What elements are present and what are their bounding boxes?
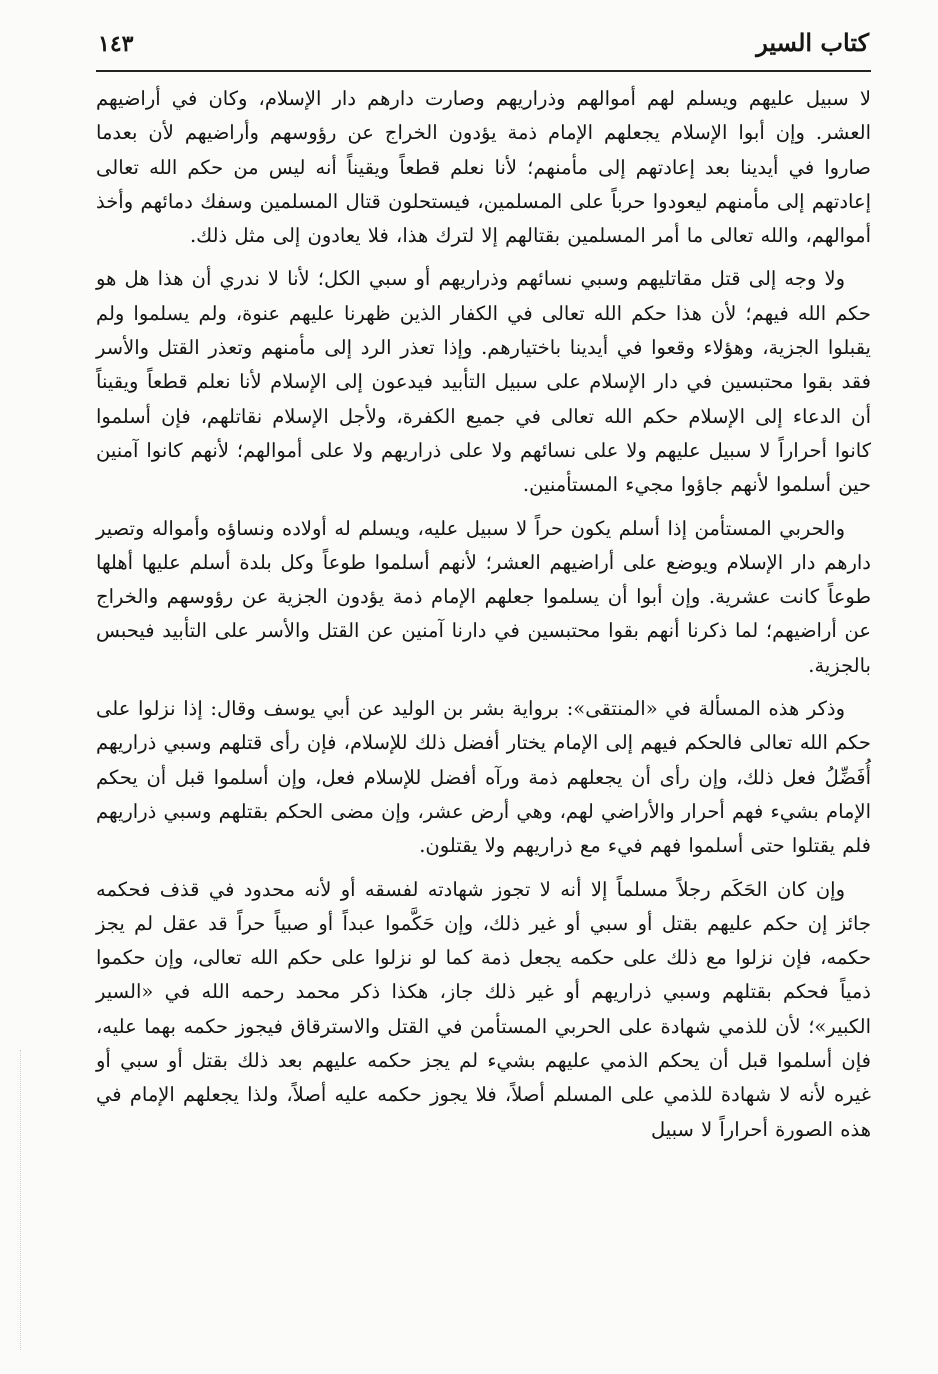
scan-edge-artifact <box>20 1050 23 1350</box>
page-header <box>96 28 871 68</box>
paragraph-5: وإن كان الحَكَم رجلاً مسلماً إلا أنه لا تجوز شهادته لفسقه أو لأنه محدود في قذف فحكمه جائز إن حكم عليهم بقتل أو سبي أو غير ذلك، وإن حَكَّموا عبداً أو صبياً حراً قد عقل لم يجز حكمه، فإن نزلوا مع ذلك على حكمه يجعل ذمة كما لو نزلوا على حكم الله تعالى، وإن حكموا ذمياً فحكم بقتلهم وسبي ذراريهم أو غير ذلك جاز، هكذا ذكر محمد رحمه الله في «السير الكبير»؛ لأن للذمي شهادة على الحربي المستأمن في القتل والاسترقاق فيجوز حكمه بهما عليه، فإن أسلموا قبل أن يحكم الذمي عليهم بشيء لم يجز حكمه عليهم بعد ذلك بقتل أو سبي أو غيره لأنه لا شهادة للذمي على المسلم أصلاً، فلا يجوز حكمه عليه أصلاً، ولذا يجعلهم الإمام في هذه الصورة أحراراً لا سبيل <box>96 877 871 1141</box>
paragraph-1: لا سبيل عليهم ويسلم لهم أموالهم وذراريهم وصارت دارهم دار الإسلام، وكان في أراضيهم العشر. وإن أبوا الإسلام يجعلهم الإمام ذمة يؤدون الخراج عن رؤوسهم وأراضيهم لأن بعدما صاروا في أيدينا بعد إعادتهم إلى مأمنهم؛ لأنا نعلم قطعاً ويقيناً أنه ليس من حكم الله تعالى إعادتهم إلى مأمنهم ليعودوا حرباً على المسلمين، فيستحلون قتال المسلمين وسفك دمائهم وأخذ أموالهم، والله تعالى ما أمر المسلمين بقتالهم إلا لترك هذا، فلا يعادون إلى مثل ذلك. <box>96 87 871 248</box>
book-title: كتاب السير <box>756 28 869 57</box>
book-page <box>96 28 871 1156</box>
paragraph-4: وذكر هذه المسألة في «المنتقى»: برواية بشر بن الوليد عن أبي يوسف وقال: إذا نزلوا على حكم الله تعالى فالحكم فيهم إلى الإمام يختار أفضل ذلك للإسلام، فإن رأى قتلهم وسبي ذراريهم أُفَضِّلُ فعل ذلك، وإن رأى أن يجعلهم ذمة ورآه أفضل للإسلام فعل، وإن أسلموا قبل أن يحكم الإمام بشيء فهم أحرار والأراضي لهم، وهي أرض عشر، وإن مضى الحكم بقتلهم وسبي ذراريهم فلم يقتلوا حتى أسلموا فهم فيء مع ذراريهم ولا يقتلون. <box>96 697 871 858</box>
paragraph-2: ولا وجه إلى قتل مقاتليهم وسبي نسائهم وذراريهم أو سبي الكل؛ لأنا لا ندري أن هذا هل هو حكم الله فيهم؛ لأن هذا حكم الله تعالى في الكفار الذين ظهرنا عليهم عنوة، ولم يسلموا ولم يقبلوا الجزية، وهؤلاء وقعوا في أيدينا باختيارهم. وإذا تعذر الرد إلى مأمنهم وتعذر القتل والأسر فقد بقوا محتبسين في دار الإسلام على سبيل التأبيد فيدعون إلى الإسلام لأنا نعلم قطعاً ويقيناً أن الدعاء إلى الإسلام حكم الله تعالى في جميع الكفرة، ولأجل الإسلام نقاتلهم، فإن أسلموا كانوا أحراراً لا سبيل عليهم ولا على نسائهم ولا على ذراريهم ولا على أموالهم؛ لأنهم كانوا آمنين حين أسلموا لأنهم جاؤوا مجيء المستأمنين. <box>96 267 871 497</box>
paragraph-3: والحربي المستأمن إذا أسلم يكون حراً لا سبيل عليه، ويسلم له أولاده ونساؤه وأمواله وتصير دارهم دار الإسلام ويوضع على أراضيهم العشر؛ لأنهم أسلموا طوعاً وكل بلدة أسلم عليها أهلها طوعاً كانت عشرية. وإن أبوا أن يسلموا جعلهم الإمام ذمة يؤدون الجزية عن رؤوسهم والخراج عن أراضيهم؛ لما ذكرنا أنهم بقوا محتبسين في دارنا آمنين عن القتل والأسر على التأبيد فيحبس بالجزية. <box>96 516 871 677</box>
page-number: ١٤٣ <box>98 31 134 57</box>
header-rule <box>96 70 871 72</box>
